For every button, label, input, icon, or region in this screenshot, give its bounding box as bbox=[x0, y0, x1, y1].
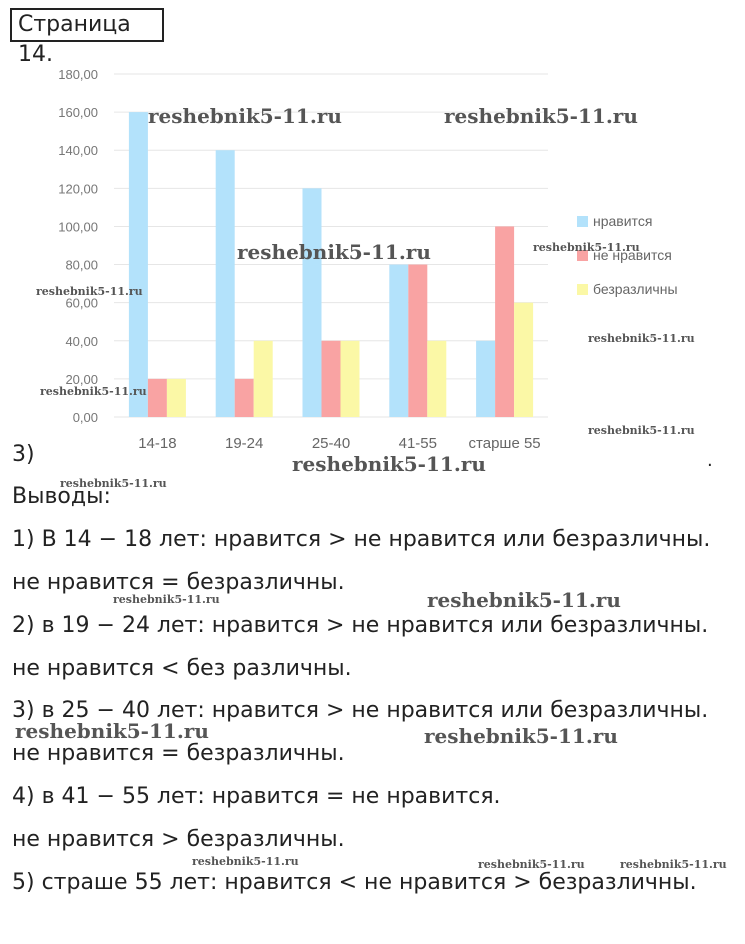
y-tick-label: 120,00 bbox=[58, 181, 98, 197]
y-tick-label: 0,00 bbox=[72, 410, 98, 425]
y-tick-label: 140,00 bbox=[58, 143, 98, 159]
legend-label: не нравится bbox=[593, 247, 672, 263]
conclusion-line: 2) в 19 − 24 лет: нравится > не нравится или безразличны. bbox=[12, 613, 709, 638]
bar bbox=[129, 112, 148, 417]
legend-label: нравится bbox=[593, 213, 653, 229]
x-tick-label: старше 55 bbox=[468, 435, 541, 452]
watermark: reshebnik5-11.ru bbox=[113, 593, 220, 606]
conclusion-line: не нравится > безразличны. bbox=[12, 827, 345, 852]
x-tick-label: 14-18 bbox=[138, 435, 177, 452]
conclusion-line: 3) в 25 − 40 лет: нравится > не нравится или безразличны. bbox=[12, 698, 709, 723]
bar bbox=[216, 150, 235, 417]
item-label: 3) bbox=[12, 442, 35, 467]
watermark: reshebnik5-11.ru bbox=[237, 240, 431, 264]
legend bbox=[577, 213, 678, 297]
conclusion-line: 1) В 14 − 18 лет: нравится > не нравится или безразличны. bbox=[12, 527, 711, 552]
x-tick-label: 25-40 bbox=[311, 435, 351, 452]
conclusion-line: не нравится < без различны. bbox=[12, 656, 352, 681]
watermark: reshebnik5-11.ru bbox=[533, 241, 640, 254]
conclusion-line: 4) в 41 − 55 лет: нравится = не нравится. bbox=[12, 784, 501, 809]
watermark: reshebnik5-11.ru bbox=[292, 452, 486, 476]
conclusion-line: 5) страше 55 лет: нравится < не нравится > безразличны. bbox=[12, 870, 697, 895]
conclusion-line: не нравится = безразличны. bbox=[12, 570, 345, 595]
bar bbox=[427, 341, 446, 417]
legend-label: безразличны bbox=[593, 281, 678, 297]
bar bbox=[408, 265, 427, 417]
x-tick-label: 19-24 bbox=[225, 435, 264, 452]
bar bbox=[476, 341, 495, 417]
bar bbox=[514, 303, 533, 417]
y-tick-label: 80,00 bbox=[65, 257, 98, 273]
y-tick-label: 40,00 bbox=[65, 333, 98, 349]
y-tick-label: 160,00 bbox=[58, 105, 98, 121]
bar bbox=[341, 341, 360, 417]
watermark: reshebnik5-11.ru bbox=[192, 855, 299, 868]
x-axis-ticks bbox=[138, 435, 540, 452]
legend-swatch bbox=[577, 216, 588, 227]
bar bbox=[303, 188, 322, 417]
bar bbox=[322, 341, 341, 417]
watermark: reshebnik5-11.ru bbox=[148, 104, 342, 128]
watermark: reshebnik5-11.ru bbox=[427, 588, 621, 612]
bar bbox=[235, 379, 254, 417]
legend-swatch bbox=[577, 284, 588, 295]
y-axis-ticks bbox=[58, 67, 98, 425]
watermark: reshebnik5-11.ru bbox=[588, 424, 695, 437]
y-tick-label: 100,00 bbox=[58, 219, 98, 235]
trailing-dot: . bbox=[707, 450, 713, 471]
bar bbox=[254, 341, 273, 417]
page-header-title: Страница 14. bbox=[10, 8, 164, 42]
watermark: reshebnik5-11.ru bbox=[620, 858, 727, 871]
watermark: reshebnik5-11.ru bbox=[60, 477, 167, 490]
bar bbox=[148, 379, 167, 417]
y-tick-label: 20,00 bbox=[65, 371, 98, 387]
x-tick-label: 41-55 bbox=[398, 435, 437, 452]
bar bbox=[389, 265, 408, 417]
bar bbox=[495, 226, 514, 417]
watermark: reshebnik5-11.ru bbox=[424, 724, 618, 748]
y-tick-label: 180,00 bbox=[58, 67, 98, 82]
watermark: reshebnik5-11.ru bbox=[478, 858, 585, 871]
watermark: reshebnik5-11.ru bbox=[36, 285, 143, 298]
watermark: reshebnik5-11.ru bbox=[40, 385, 147, 398]
conclusions-title: Выводы: bbox=[12, 484, 111, 509]
watermark: reshebnik5-11.ru bbox=[15, 719, 209, 743]
conclusion-line: не нравится = безразличны. bbox=[12, 741, 345, 766]
watermark: reshebnik5-11.ru bbox=[444, 104, 638, 128]
bar bbox=[167, 379, 186, 417]
y-tick-label: 60,00 bbox=[65, 295, 98, 311]
watermark: reshebnik5-11.ru bbox=[588, 332, 695, 345]
